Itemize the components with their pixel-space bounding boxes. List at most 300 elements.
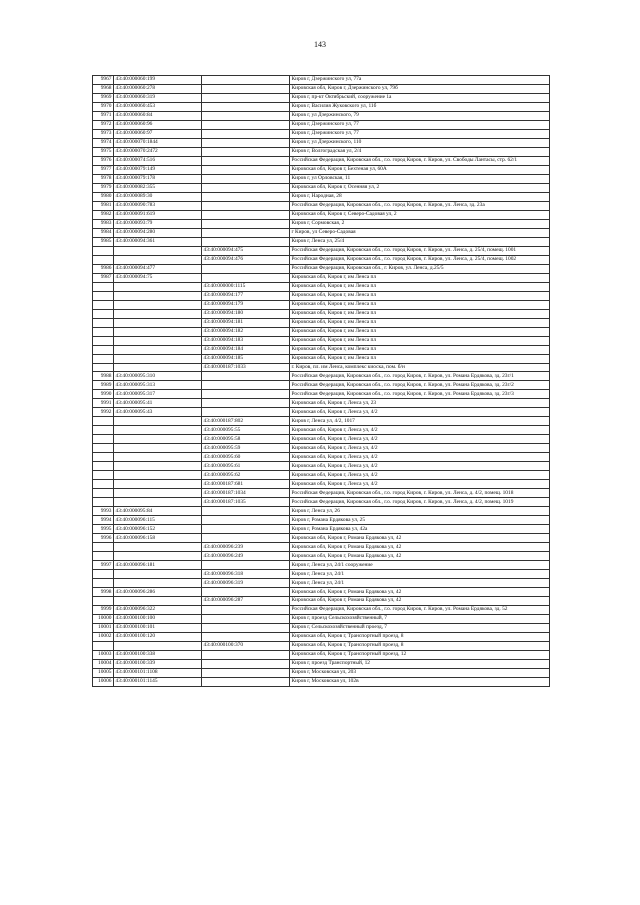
table-row	[93, 111, 550, 120]
row-number-cell: 9973	[93, 129, 114, 138]
row-number-cell	[93, 480, 114, 489]
row-number-cell: 9984	[93, 228, 114, 237]
address-cell: Кировская обл, Киров г, Дзержинского ул, 79б	[290, 84, 550, 93]
included-object-cell	[202, 147, 290, 156]
address-cell: Кировская обл, Киров г, Северо-Садовая ул, 2	[290, 210, 550, 219]
included-object-cell: 43:40:000095:59	[202, 444, 290, 453]
table-row	[93, 93, 550, 102]
row-number-cell	[93, 309, 114, 318]
table-row	[93, 552, 550, 561]
address-cell: Кировская обл, Киров г, Ленса ул, 4/2	[290, 462, 550, 471]
cadastral-number-cell: 43:40:000070:1844	[114, 138, 202, 147]
table-row	[93, 534, 550, 543]
table-row	[93, 480, 550, 489]
cadastral-number-cell: 43:40:000101:1108	[114, 668, 202, 677]
row-number-cell: 9994	[93, 516, 114, 525]
included-object-cell	[202, 210, 290, 219]
table-row	[93, 363, 550, 372]
cadastral-number-cell	[114, 462, 202, 471]
table-row	[93, 192, 550, 201]
address-cell: Киров г, ул Орловская, 11	[290, 174, 550, 183]
cadastral-number-cell	[114, 597, 202, 606]
row-number-cell	[93, 498, 114, 507]
address-cell: Киров г, Ленса ул, 24/1	[290, 570, 550, 579]
address-cell: Российская Федерация, Кировская обл., г.о. город Киров, г. Киров, ул. Романа Ердякова, зд. 23г/3	[290, 390, 550, 399]
address-cell: Киров г, проезд Сельскохозяйственный, 7	[290, 615, 550, 624]
table-row	[93, 417, 550, 426]
table-row	[93, 336, 550, 345]
included-object-cell: 43:40:000094:183	[202, 336, 290, 345]
address-cell: Кировская обл, Киров г, Ленса ул, 4/2	[290, 426, 550, 435]
included-object-cell	[202, 668, 290, 677]
included-object-cell: 43:40:000094:184	[202, 345, 290, 354]
included-object-cell	[202, 129, 290, 138]
cadastral-number-cell: 43:40:000095:43	[114, 408, 202, 417]
address-cell: Российская Федерация, Кировская обл., г.о. город Киров, г. Киров, ул. Ленса, д. 4/2, помещ. 1018	[290, 489, 550, 498]
cadastral-number-cell: 43:40:000100:101	[114, 624, 202, 633]
address-cell: Киров г, Дзержинского ул, 77	[290, 120, 550, 129]
cadastral-number-cell: 43:40:000089:30	[114, 192, 202, 201]
included-object-cell	[202, 561, 290, 570]
included-object-cell	[202, 372, 290, 381]
cadastral-number-cell: 43:40:000060:199	[114, 76, 202, 85]
included-object-cell	[202, 525, 290, 534]
table-row	[93, 120, 550, 129]
included-object-cell	[202, 84, 290, 93]
cadastral-number-cell: 43:40:000096:181	[114, 561, 202, 570]
included-object-cell	[202, 408, 290, 417]
row-number-cell	[93, 318, 114, 327]
address-cell: Российская Федерация, Кировская обл., г.о. город Киров, г. Киров, ул. Ленса, д. 25/4, помещ. 1002	[290, 255, 550, 264]
table-row	[93, 129, 550, 138]
table-row	[93, 615, 550, 624]
table-row	[93, 651, 550, 660]
included-object-cell	[202, 534, 290, 543]
included-object-cell: 43:40:000094:476	[202, 255, 290, 264]
address-cell: Кировская обл, Киров г, Романа Ердякова ул, 42	[290, 534, 550, 543]
row-number-cell: 9974	[93, 138, 114, 147]
cadastral-number-cell: 43:40:000060:319	[114, 93, 202, 102]
address-cell: Российская Федерация, Кировская обл., г.о. город Киров, г. Киров, ул. Ленса, д. 4/2, помещ. 1019	[290, 498, 550, 507]
address-cell: Кировская обл, Киров г, Транспортный проезд, 8	[290, 642, 550, 651]
included-object-cell	[202, 76, 290, 85]
included-object-cell	[202, 588, 290, 597]
cadastral-number-cell	[114, 543, 202, 552]
cadastral-number-cell	[114, 489, 202, 498]
cadastral-number-cell: 43:40:000095:317	[114, 390, 202, 399]
cadastral-number-cell	[114, 579, 202, 588]
row-number-cell	[93, 453, 114, 462]
table-row	[93, 327, 550, 336]
row-number-cell: 9972	[93, 120, 114, 129]
cadastral-number-cell: 43:40:000060:453	[114, 102, 202, 111]
address-cell: Кировская обл, Киров г, Транспортный проезд, 12	[290, 651, 550, 660]
address-cell: Кировская обл, Киров г, Ленса ул, 4/2	[290, 435, 550, 444]
included-object-cell: 43:40:000094:182	[202, 327, 290, 336]
table-row	[93, 561, 550, 570]
table-row	[93, 210, 550, 219]
address-cell: Кировская обл, Киров г, Ленса ул, 23	[290, 399, 550, 408]
included-object-cell	[202, 399, 290, 408]
cadastral-number-cell: 43:40:000060:96	[114, 120, 202, 129]
cadastral-number-cell	[114, 471, 202, 480]
table-row	[93, 453, 550, 462]
table-row	[93, 228, 550, 237]
address-cell: Кировская обл, Киров г, им Ленса пл	[290, 327, 550, 336]
cadastral-number-cell: 43:40:000095:313	[114, 381, 202, 390]
address-cell: Киров г, Романа Ердякова ул, 42а	[290, 525, 550, 534]
row-number-cell: 9992	[93, 408, 114, 417]
cadastral-number-cell	[114, 642, 202, 651]
cadastral-number-cell: 43:40:000079:178	[114, 174, 202, 183]
included-object-cell	[202, 381, 290, 390]
row-number-cell: 9989	[93, 381, 114, 390]
page-number: 143	[314, 40, 326, 49]
row-number-cell: 9997	[93, 561, 114, 570]
cadastral-number-cell	[114, 435, 202, 444]
table-row	[93, 516, 550, 525]
cadastral-number-cell	[114, 417, 202, 426]
included-object-cell	[202, 273, 290, 282]
address-cell: Кировская обл, Киров г, Ленса ул, 4/2	[290, 444, 550, 453]
row-number-cell	[93, 255, 114, 264]
cadastral-number-cell	[114, 255, 202, 264]
table-row	[93, 354, 550, 363]
cadastral-number-cell	[114, 480, 202, 489]
row-number-cell: 9971	[93, 111, 114, 120]
table-row	[93, 156, 550, 165]
address-cell: Кировская обл, Киров г, Романа Ердякова ул, 42	[290, 597, 550, 606]
table-row	[93, 606, 550, 615]
table-row	[93, 174, 550, 183]
table-row	[93, 507, 550, 516]
table-row	[93, 642, 550, 651]
included-object-cell: 43:40:000095:58	[202, 435, 290, 444]
address-cell: Российская Федерация, Кировская обл., г.о. город Киров, г. Киров, ул. Романа Ердякова, зд. 23г/2	[290, 381, 550, 390]
included-object-cell	[202, 606, 290, 615]
address-cell: Российская Федерация, Кировская обл., г.о. город Киров, г. Киров, ул. Романа Ердякова, зд. 52	[290, 606, 550, 615]
cadastral-number-cell: 43:40:000095:84	[114, 507, 202, 516]
cadastral-number-cell: 43:40:000060:84	[114, 111, 202, 120]
included-object-cell	[202, 507, 290, 516]
address-cell: Российская Федерация, Кировская обл., г.о. город Киров, г. Киров, ул. Романа Ердякова, зд. 23г/1	[290, 372, 550, 381]
address-cell: Кировская обл, Киров г, им Ленса пл	[290, 336, 550, 345]
address-cell: Российская Федерация, Кировская обл., г.о. город Киров, г. Киров, ул. Свободы Лантасы, стр. 62/1	[290, 156, 550, 165]
address-cell: Киров г, Московская ул, 203	[290, 668, 550, 677]
included-object-cell	[202, 165, 290, 174]
cadastral-number-cell: 43:40:000079:149	[114, 165, 202, 174]
table-row	[93, 138, 550, 147]
included-object-cell: 43:40:000094:179	[202, 300, 290, 309]
cadastral-number-cell: 43:40:000096:115	[114, 516, 202, 525]
cadastral-number-cell: 43:40:000070:2472	[114, 147, 202, 156]
table-row	[93, 282, 550, 291]
included-object-cell	[202, 102, 290, 111]
table-row	[93, 372, 550, 381]
included-object-cell	[202, 624, 290, 633]
cadastral-number-cell: 43:40:000096:152	[114, 525, 202, 534]
included-object-cell	[202, 677, 290, 686]
address-cell: Киров г, Ленса ул, 4/2, 1017	[290, 417, 550, 426]
row-number-cell: 9975	[93, 147, 114, 156]
row-number-cell	[93, 300, 114, 309]
row-number-cell	[93, 543, 114, 552]
table-row	[93, 399, 550, 408]
cadastral-number-cell: 43:40:000090:783	[114, 201, 202, 210]
row-number-cell	[93, 471, 114, 480]
table-row	[93, 597, 550, 606]
address-cell: Кировская обл, Киров г, Ленса ул, 4/2	[290, 408, 550, 417]
address-cell: Кировская обл, Киров г, им Ленса пл	[290, 291, 550, 300]
row-number-cell	[93, 417, 114, 426]
included-object-cell	[202, 390, 290, 399]
table-row	[93, 201, 550, 210]
address-cell: Киров г, Ленса ул, 24/1	[290, 579, 550, 588]
included-object-cell: 43:40:000095:60	[202, 453, 290, 462]
included-object-cell	[202, 228, 290, 237]
row-number-cell	[93, 642, 114, 651]
cadastral-number-cell: 43:40:000100:120	[114, 633, 202, 642]
included-object-cell: 43:40:000187:1033	[202, 363, 290, 372]
included-object-cell	[202, 111, 290, 120]
included-object-cell	[202, 651, 290, 660]
registry-table-body	[93, 76, 550, 687]
included-object-cell: 43:40:000187:681	[202, 480, 290, 489]
cadastral-number-cell: 43:40:000094:361	[114, 237, 202, 246]
address-cell: Киров г, Романа Ердякова ул, 25	[290, 516, 550, 525]
table-row	[93, 255, 550, 264]
row-number-cell: 9981	[93, 201, 114, 210]
included-object-cell: 43:40:000094:181	[202, 318, 290, 327]
address-cell: Кировская обл, Киров г, Осенняя ул, 2	[290, 183, 550, 192]
cadastral-number-cell: 43:40:000074:516	[114, 156, 202, 165]
cadastral-number-cell	[114, 363, 202, 372]
address-cell: Киров г, ул Дзержинского, 110	[290, 138, 550, 147]
row-number-cell: 9977	[93, 165, 114, 174]
cadastral-number-cell	[114, 318, 202, 327]
row-number-cell	[93, 354, 114, 363]
cadastral-number-cell: 43:40:000094:75	[114, 273, 202, 282]
row-number-cell	[93, 426, 114, 435]
table-row	[93, 300, 550, 309]
table-row	[93, 462, 550, 471]
row-number-cell: 9999	[93, 606, 114, 615]
row-number-cell	[93, 345, 114, 354]
row-number-cell: 10004	[93, 659, 114, 668]
included-object-cell: 43:40:000096:239	[202, 543, 290, 552]
address-cell: Кировская обл, Киров г, Романа Ердякова ул, 42	[290, 543, 550, 552]
table-row	[93, 84, 550, 93]
table-row	[93, 489, 550, 498]
table-row	[93, 165, 550, 174]
registry-table	[92, 75, 550, 687]
row-number-cell: 9980	[93, 192, 114, 201]
address-cell: Кировская обл, Киров г, им Ленса пл	[290, 273, 550, 282]
row-number-cell: 9986	[93, 264, 114, 273]
address-cell: Киров г, Сормовская, 2	[290, 219, 550, 228]
address-cell: Киров г, Дзержинского ул, 77	[290, 129, 550, 138]
table-row	[93, 408, 550, 417]
cadastral-number-cell: 43:40:000096:322	[114, 606, 202, 615]
table-row	[93, 668, 550, 677]
included-object-cell: 43:40:000095:62	[202, 471, 290, 480]
included-object-cell: 43:40:000096:287	[202, 597, 290, 606]
address-cell: Российская Федерация, Кировская обл., г. Киров, ул. Ленса, д.25/5	[290, 264, 550, 273]
row-number-cell	[93, 327, 114, 336]
row-number-cell	[93, 435, 114, 444]
row-number-cell	[93, 282, 114, 291]
row-number-cell: 9978	[93, 174, 114, 183]
included-object-cell: 43:40:000095:61	[202, 462, 290, 471]
cadastral-number-cell: 43:40:000060:97	[114, 129, 202, 138]
table-row	[93, 345, 550, 354]
address-cell: Киров г, Сельскохозяйственный проезд, 7	[290, 624, 550, 633]
address-cell: Кировская обл, Киров г, им Ленса пл	[290, 309, 550, 318]
address-cell: г. Киров, пл. им Ленса, комплекс киоска, пом. б/н	[290, 363, 550, 372]
cadastral-number-cell	[114, 552, 202, 561]
row-number-cell: 9988	[93, 372, 114, 381]
address-cell: Кировская обл, Киров г, Романа Ердякова ул, 42	[290, 552, 550, 561]
address-cell: Кировская обл, Киров г, Транспортный проезд, 8	[290, 633, 550, 642]
table-row	[93, 677, 550, 686]
cadastral-number-cell: 43:40:000101:1145	[114, 677, 202, 686]
included-object-cell: 43:40:000094:180	[202, 309, 290, 318]
row-number-cell: 9976	[93, 156, 114, 165]
row-number-cell	[93, 336, 114, 345]
row-number-cell: 9969	[93, 93, 114, 102]
table-row	[93, 246, 550, 255]
row-number-cell: 9991	[93, 399, 114, 408]
row-number-cell	[93, 597, 114, 606]
included-object-cell	[202, 93, 290, 102]
table-row	[93, 498, 550, 507]
included-object-cell	[202, 183, 290, 192]
included-object-cell: 43:40:000187:1034	[202, 489, 290, 498]
row-number-cell: 9990	[93, 390, 114, 399]
address-cell: Киров г, Дзержинского ул, 77а	[290, 76, 550, 85]
table-row	[93, 543, 550, 552]
table-row	[93, 588, 550, 597]
row-number-cell	[93, 246, 114, 255]
cadastral-number-cell	[114, 291, 202, 300]
row-number-cell	[93, 570, 114, 579]
cadastral-number-cell	[114, 570, 202, 579]
included-object-cell	[202, 174, 290, 183]
table-row	[93, 579, 550, 588]
cadastral-number-cell: 43:40:000100:339	[114, 659, 202, 668]
address-cell: Киров г, Василия Жуковского ул, 11б	[290, 102, 550, 111]
row-number-cell	[93, 291, 114, 300]
address-cell: Кировская обл, Киров г, Ленса ул, 4/2	[290, 480, 550, 489]
cadastral-number-cell: 43:40:000060:278	[114, 84, 202, 93]
address-cell: Российская Федерация, Кировская обл., г.о. город Киров, г. Киров, ул. Ленса, зд. 23а	[290, 201, 550, 210]
cadastral-number-cell	[114, 282, 202, 291]
cadastral-number-cell: 43:40:000096:158	[114, 534, 202, 543]
cadastral-number-cell	[114, 300, 202, 309]
address-cell: Кировская обл, Киров г, им Ленса пл	[290, 345, 550, 354]
row-number-cell: 9979	[93, 183, 114, 192]
table-row	[93, 147, 550, 156]
row-number-cell: 10001	[93, 624, 114, 633]
cadastral-number-cell	[114, 444, 202, 453]
row-number-cell: 9968	[93, 84, 114, 93]
address-cell: Киров г, ул Дзержинского, 79	[290, 111, 550, 120]
included-object-cell: 43:40:000096:249	[202, 552, 290, 561]
row-number-cell: 10000	[93, 615, 114, 624]
address-cell: Кировская обл, Киров г, Ленса ул, 4/2	[290, 453, 550, 462]
row-number-cell: 9995	[93, 525, 114, 534]
row-number-cell: 9967	[93, 76, 114, 85]
included-object-cell	[202, 264, 290, 273]
cadastral-number-cell	[114, 246, 202, 255]
included-object-cell: 43:40:000000:1115	[202, 282, 290, 291]
table-row	[93, 570, 550, 579]
cadastral-number-cell: 43:40:000096:286	[114, 588, 202, 597]
row-number-cell: 9983	[93, 219, 114, 228]
included-object-cell	[202, 192, 290, 201]
table-row	[93, 76, 550, 85]
cadastral-number-cell	[114, 453, 202, 462]
cadastral-number-cell: 43:40:000082:355	[114, 183, 202, 192]
address-cell: Киров г, Ленса ул, 26	[290, 507, 550, 516]
included-object-cell: 43:40:000095:55	[202, 426, 290, 435]
address-cell: Кировская обл, Киров г, Романа Ердякова ул, 42	[290, 588, 550, 597]
table-row	[93, 291, 550, 300]
cadastral-number-cell	[114, 426, 202, 435]
table-row	[93, 264, 550, 273]
table-row	[93, 273, 550, 282]
address-cell: Киров г, пр-кт Октябрьский, сооружение 1а	[290, 93, 550, 102]
cadastral-number-cell: 43:40:000100:338	[114, 651, 202, 660]
cadastral-number-cell	[114, 354, 202, 363]
cadastral-number-cell	[114, 498, 202, 507]
table-row	[93, 444, 550, 453]
table-row	[93, 633, 550, 642]
table-row	[93, 219, 550, 228]
row-number-cell	[93, 552, 114, 561]
included-object-cell: 43:40:000096:318	[202, 570, 290, 579]
cadastral-number-cell: 43:40:000094:280	[114, 228, 202, 237]
included-object-cell	[202, 120, 290, 129]
table-row	[93, 525, 550, 534]
address-cell: Кировская обл, Киров г, им Ленса пл	[290, 282, 550, 291]
row-number-cell: 9985	[93, 237, 114, 246]
included-object-cell	[202, 201, 290, 210]
row-number-cell	[93, 444, 114, 453]
address-cell: Российская Федерация, Кировская обл., г.о. город Киров, г. Киров, ул. Ленса, д. 25/4, помещ. 1001	[290, 246, 550, 255]
row-number-cell	[93, 462, 114, 471]
included-object-cell: 43:40:000094:475	[202, 246, 290, 255]
cadastral-number-cell	[114, 327, 202, 336]
included-object-cell	[202, 633, 290, 642]
row-number-cell: 9987	[93, 273, 114, 282]
address-cell: Кировская обл, Киров г, им Ленса пл	[290, 300, 550, 309]
cadastral-number-cell: 43:40:000094:477	[114, 264, 202, 273]
row-number-cell: 9982	[93, 210, 114, 219]
address-cell: Киров г, Ленса ул, 24/1 сооружение	[290, 561, 550, 570]
included-object-cell: 43:40:000096:319	[202, 579, 290, 588]
table-row	[93, 381, 550, 390]
table-row	[93, 624, 550, 633]
cadastral-number-cell: 43:40:000091:619	[114, 210, 202, 219]
address-cell: г Киров, ул Северо-Садовая	[290, 228, 550, 237]
address-cell: Кировская обл, Киров г, им Ленса пл	[290, 354, 550, 363]
row-number-cell: 9970	[93, 102, 114, 111]
address-cell: Киров г, проезд Транспортный, 12	[290, 659, 550, 668]
cadastral-number-cell: 43:40:000093:79	[114, 219, 202, 228]
table-row	[93, 471, 550, 480]
address-cell: Кировская обл, Киров г, им Ленса пл	[290, 318, 550, 327]
